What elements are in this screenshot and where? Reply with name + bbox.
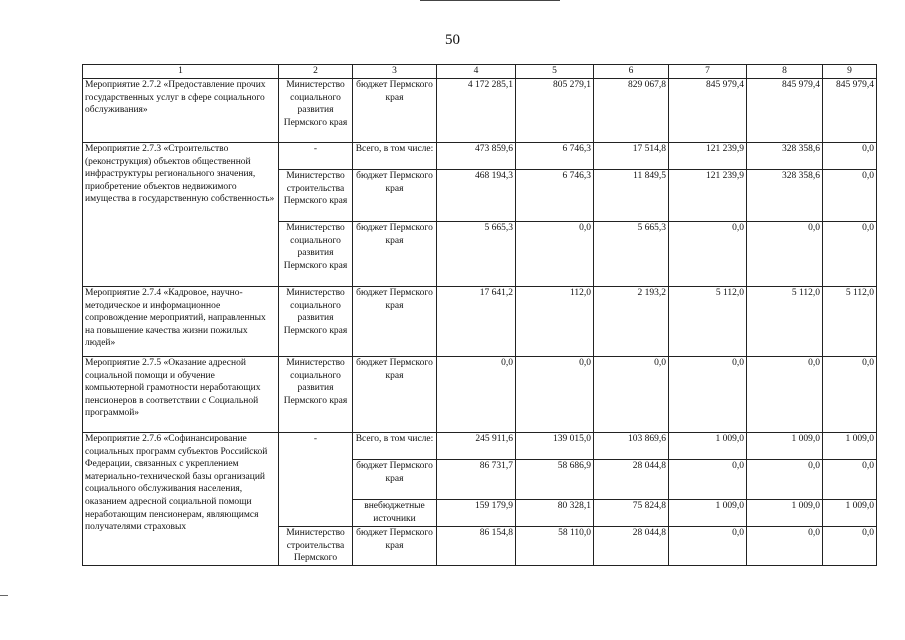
amount-cell: 845 979,4 (823, 79, 877, 143)
margin-mark (0, 595, 8, 596)
funding-source: бюджет Пермского края (353, 527, 437, 566)
amount-cell: 112,0 (516, 287, 594, 357)
amount-cell: 75 824,8 (594, 500, 669, 527)
amount-cell: 0,0 (823, 170, 877, 222)
amount-cell: 121 239,9 (669, 170, 747, 222)
amount-cell: 86 731,7 (437, 460, 516, 500)
amount-cell: 103 869,6 (594, 433, 669, 460)
amount-cell: 0,0 (823, 527, 877, 566)
measure-name: Мероприятие 2.7.4 «Кадровое, научно-методическое и информационное сопровождение мероприятий, направленных на повышение качества жизни пожилых людей» (83, 287, 279, 357)
column-header: 2 (279, 65, 353, 79)
amount-cell: 4 172 285,1 (437, 79, 516, 143)
amount-cell: 5 112,0 (669, 287, 747, 357)
executor: Министерство социального развития Пермского края (279, 357, 353, 433)
amount-cell: 805 279,1 (516, 79, 594, 143)
table-row (83, 143, 877, 170)
funding-source: бюджет Пермского края (353, 79, 437, 143)
amount-cell: 1 009,0 (669, 500, 747, 527)
measures-table (82, 64, 877, 566)
amount-cell: 0,0 (823, 222, 877, 287)
funding-source: бюджет Пермского края (353, 222, 437, 287)
column-header: 4 (437, 65, 516, 79)
funding-source: бюджет Пермского края (353, 287, 437, 357)
amount-cell: 1 009,0 (747, 500, 823, 527)
amount-cell: 80 328,1 (516, 500, 594, 527)
amount-cell: 1 009,0 (669, 433, 747, 460)
funding-source: Всего, в том числе: (353, 143, 437, 170)
executor: Министерство социального развития Пермского края (279, 79, 353, 143)
amount-cell: 5 665,3 (594, 222, 669, 287)
amount-cell: 6 746,3 (516, 143, 594, 170)
measure-name: Мероприятие 2.7.5 «Оказание адресной социальной помощи и обучение компьютерной грамотности неработающих пенсионеров в соответствии с Социальной программой» (83, 357, 279, 433)
amount-cell: 328 358,6 (747, 143, 823, 170)
amount-cell: 159 179,9 (437, 500, 516, 527)
amount-cell: 845 979,4 (747, 79, 823, 143)
amount-cell: 468 194,3 (437, 170, 516, 222)
amount-cell: 28 044,8 (594, 460, 669, 500)
amount-cell: 0,0 (823, 143, 877, 170)
amount-cell: 5 112,0 (823, 287, 877, 357)
column-header: 5 (516, 65, 594, 79)
funding-source: внебюджетные источники (353, 500, 437, 527)
amount-cell: 121 239,9 (669, 143, 747, 170)
funding-source: бюджет Пермского края (353, 357, 437, 433)
funding-source: бюджет Пермского края (353, 460, 437, 500)
amount-cell: 86 154,8 (437, 527, 516, 566)
amount-cell: 0,0 (516, 222, 594, 287)
amount-cell: 2 193,2 (594, 287, 669, 357)
amount-cell: 829 067,8 (594, 79, 669, 143)
amount-cell: 0,0 (823, 460, 877, 500)
column-header: 6 (594, 65, 669, 79)
table-row (83, 357, 877, 433)
measure-name: Мероприятие 2.7.2 «Предоставление прочих государственных услуг в сфере социального обслуживания» (83, 79, 279, 143)
amount-cell: 0,0 (516, 357, 594, 433)
amount-cell: 58 110,0 (516, 527, 594, 566)
executor: Министерство социального развития Пермского края (279, 287, 353, 357)
amount-cell: 0,0 (747, 222, 823, 287)
table-row (83, 287, 877, 357)
amount-cell: 1 009,0 (747, 433, 823, 460)
funding-source: бюджет Пермского края (353, 170, 437, 222)
amount-cell: 845 979,4 (669, 79, 747, 143)
amount-cell: 0,0 (747, 527, 823, 566)
amount-cell: 58 686,9 (516, 460, 594, 500)
column-header: 3 (353, 65, 437, 79)
executor: - (279, 433, 353, 527)
amount-cell: 0,0 (669, 527, 747, 566)
table-row (83, 433, 877, 460)
amount-cell: 328 358,6 (747, 170, 823, 222)
column-header: 7 (669, 65, 747, 79)
amount-cell: 0,0 (747, 357, 823, 433)
executor: Министерство строительства Пермского края (279, 170, 353, 222)
amount-cell: 1 009,0 (823, 433, 877, 460)
column-header: 9 (823, 65, 877, 79)
measure-name: Мероприятие 2.7.3 «Строительство (реконструкция) объектов общественной инфраструктуры регионального значения, приобретение объектов недвижимого имущества в государственную собственность» (83, 143, 279, 287)
page-number: 50 (445, 32, 460, 48)
amount-cell: 1 009,0 (823, 500, 877, 527)
amount-cell: 473 859,6 (437, 143, 516, 170)
amount-cell: 28 044,8 (594, 527, 669, 566)
amount-cell: 0,0 (437, 357, 516, 433)
amount-cell: 11 849,5 (594, 170, 669, 222)
amount-cell: 0,0 (669, 357, 747, 433)
amount-cell: 0,0 (669, 460, 747, 500)
amount-cell: 0,0 (747, 460, 823, 500)
amount-cell: 6 746,3 (516, 170, 594, 222)
column-number-row (83, 65, 877, 79)
measure-name: Мероприятие 2.7.6 «Софинансирование социальных программ субъектов Российской Федерации, связанных с укреплением материально-технической базы организаций социального обслуживания населения, оказанием адресной социальной помощи неработающим пенсионерам, являющимся получателями страховых (83, 433, 279, 566)
amount-cell: 5 665,3 (437, 222, 516, 287)
amount-cell: 17 514,8 (594, 143, 669, 170)
amount-cell: 5 112,0 (747, 287, 823, 357)
executor: Министерство строительства Пермского (279, 527, 353, 566)
amount-cell: 0,0 (594, 357, 669, 433)
top-rule (420, 0, 560, 1)
amount-cell: 17 641,2 (437, 287, 516, 357)
amount-cell: 245 911,6 (437, 433, 516, 460)
executor: Министерство социального развития Пермского края (279, 222, 353, 287)
amount-cell: 139 015,0 (516, 433, 594, 460)
table-row (83, 79, 877, 143)
column-header: 1 (83, 65, 279, 79)
amount-cell: 0,0 (823, 357, 877, 433)
amount-cell: 0,0 (669, 222, 747, 287)
funding-source: Всего, в том числе: (353, 433, 437, 460)
column-header: 8 (747, 65, 823, 79)
executor: - (279, 143, 353, 170)
